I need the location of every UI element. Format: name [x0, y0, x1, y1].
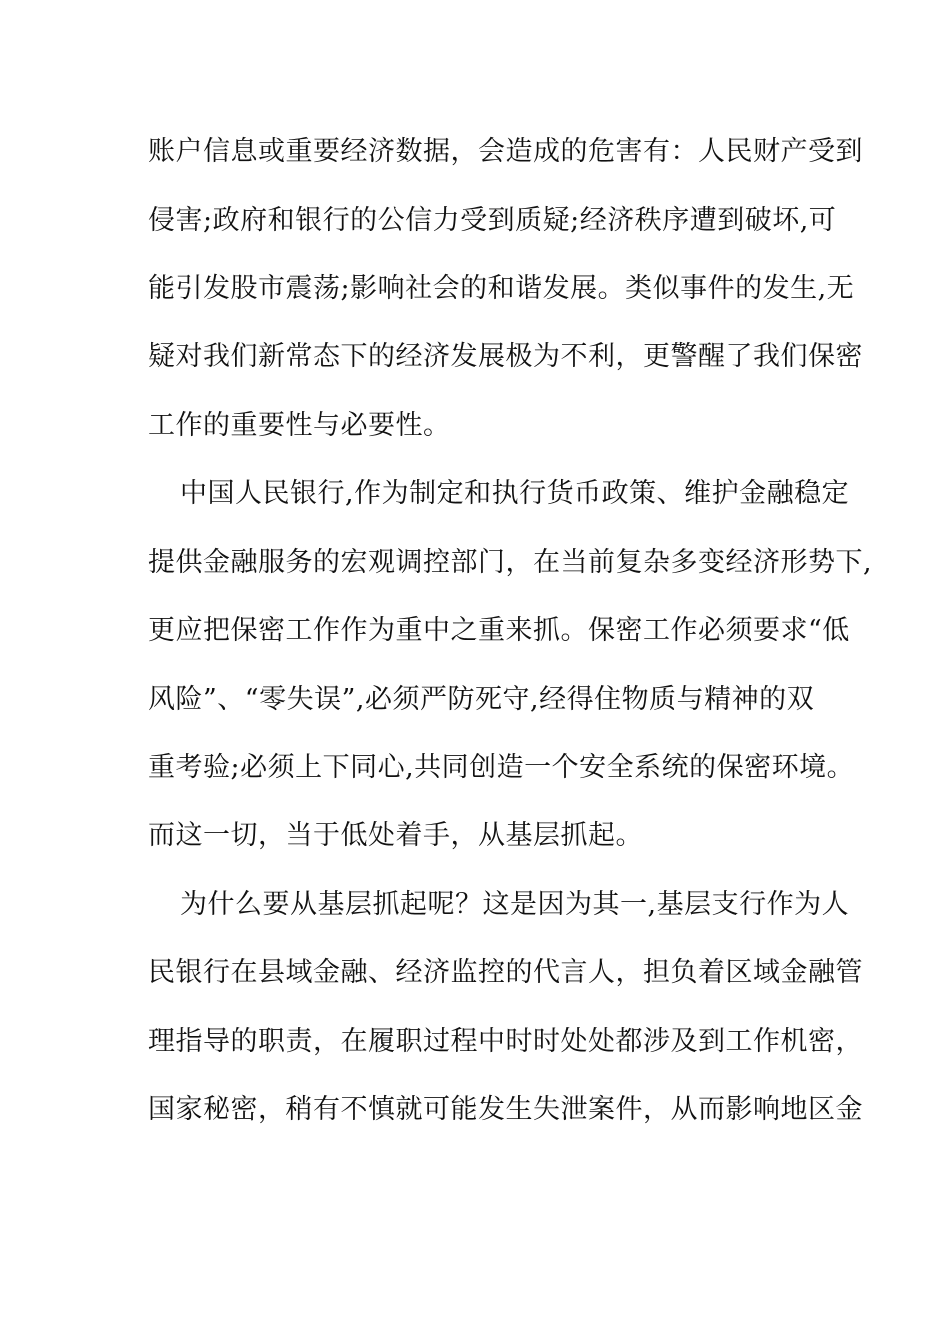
- text-line: 风险”、“零失误”,必须严防死守,经得住物质与精神的双: [148, 684, 815, 715]
- text-line: 更应把保密工作作为重中之重来抓。保密工作必须要求“低: [148, 615, 850, 646]
- text-line: 国家秘密，稍有不慎就可能发生失泄案件，从而影响地区金: [148, 1094, 863, 1125]
- text-line: 侵害;政府和银行的公信力受到质疑;经济秩序遭到破坏,可: [148, 205, 837, 236]
- text-line: 提供金融服务的宏观调控部门，在当前复杂多变经济形势下,: [148, 547, 873, 578]
- text-line: 民银行在县域金融、经济监控的代言人，担负着区域金融管: [148, 957, 863, 988]
- paragraph-first-line: 中国人民银行,作为制定和执行货币政策、维护金融稳定: [180, 478, 850, 509]
- text-line: 疑对我们新常态下的经济发展极为不利，更警醒了我们保密: [148, 341, 863, 372]
- text-line: 理指导的职责，在履职过程中时时处处都涉及到工作机密，: [148, 1026, 863, 1057]
- text-line: 工作的重要性与必要性。: [148, 410, 451, 441]
- text-line: 能引发股市震荡;影响社会的和谐发展。类似事件的发生,无: [148, 273, 855, 304]
- text-line: 而这一切，当于低处着手，从基层抓起。: [148, 820, 643, 851]
- text-line: 账户信息或重要经济数据，会造成的危害有：人民财产受到: [148, 136, 863, 167]
- paragraph-first-line: 为什么要从基层抓起呢？这是因为其一,基层支行作为人: [180, 889, 850, 920]
- text-line: 重考验;必须上下同心,共同创造一个安全系统的保密环境。: [148, 752, 855, 783]
